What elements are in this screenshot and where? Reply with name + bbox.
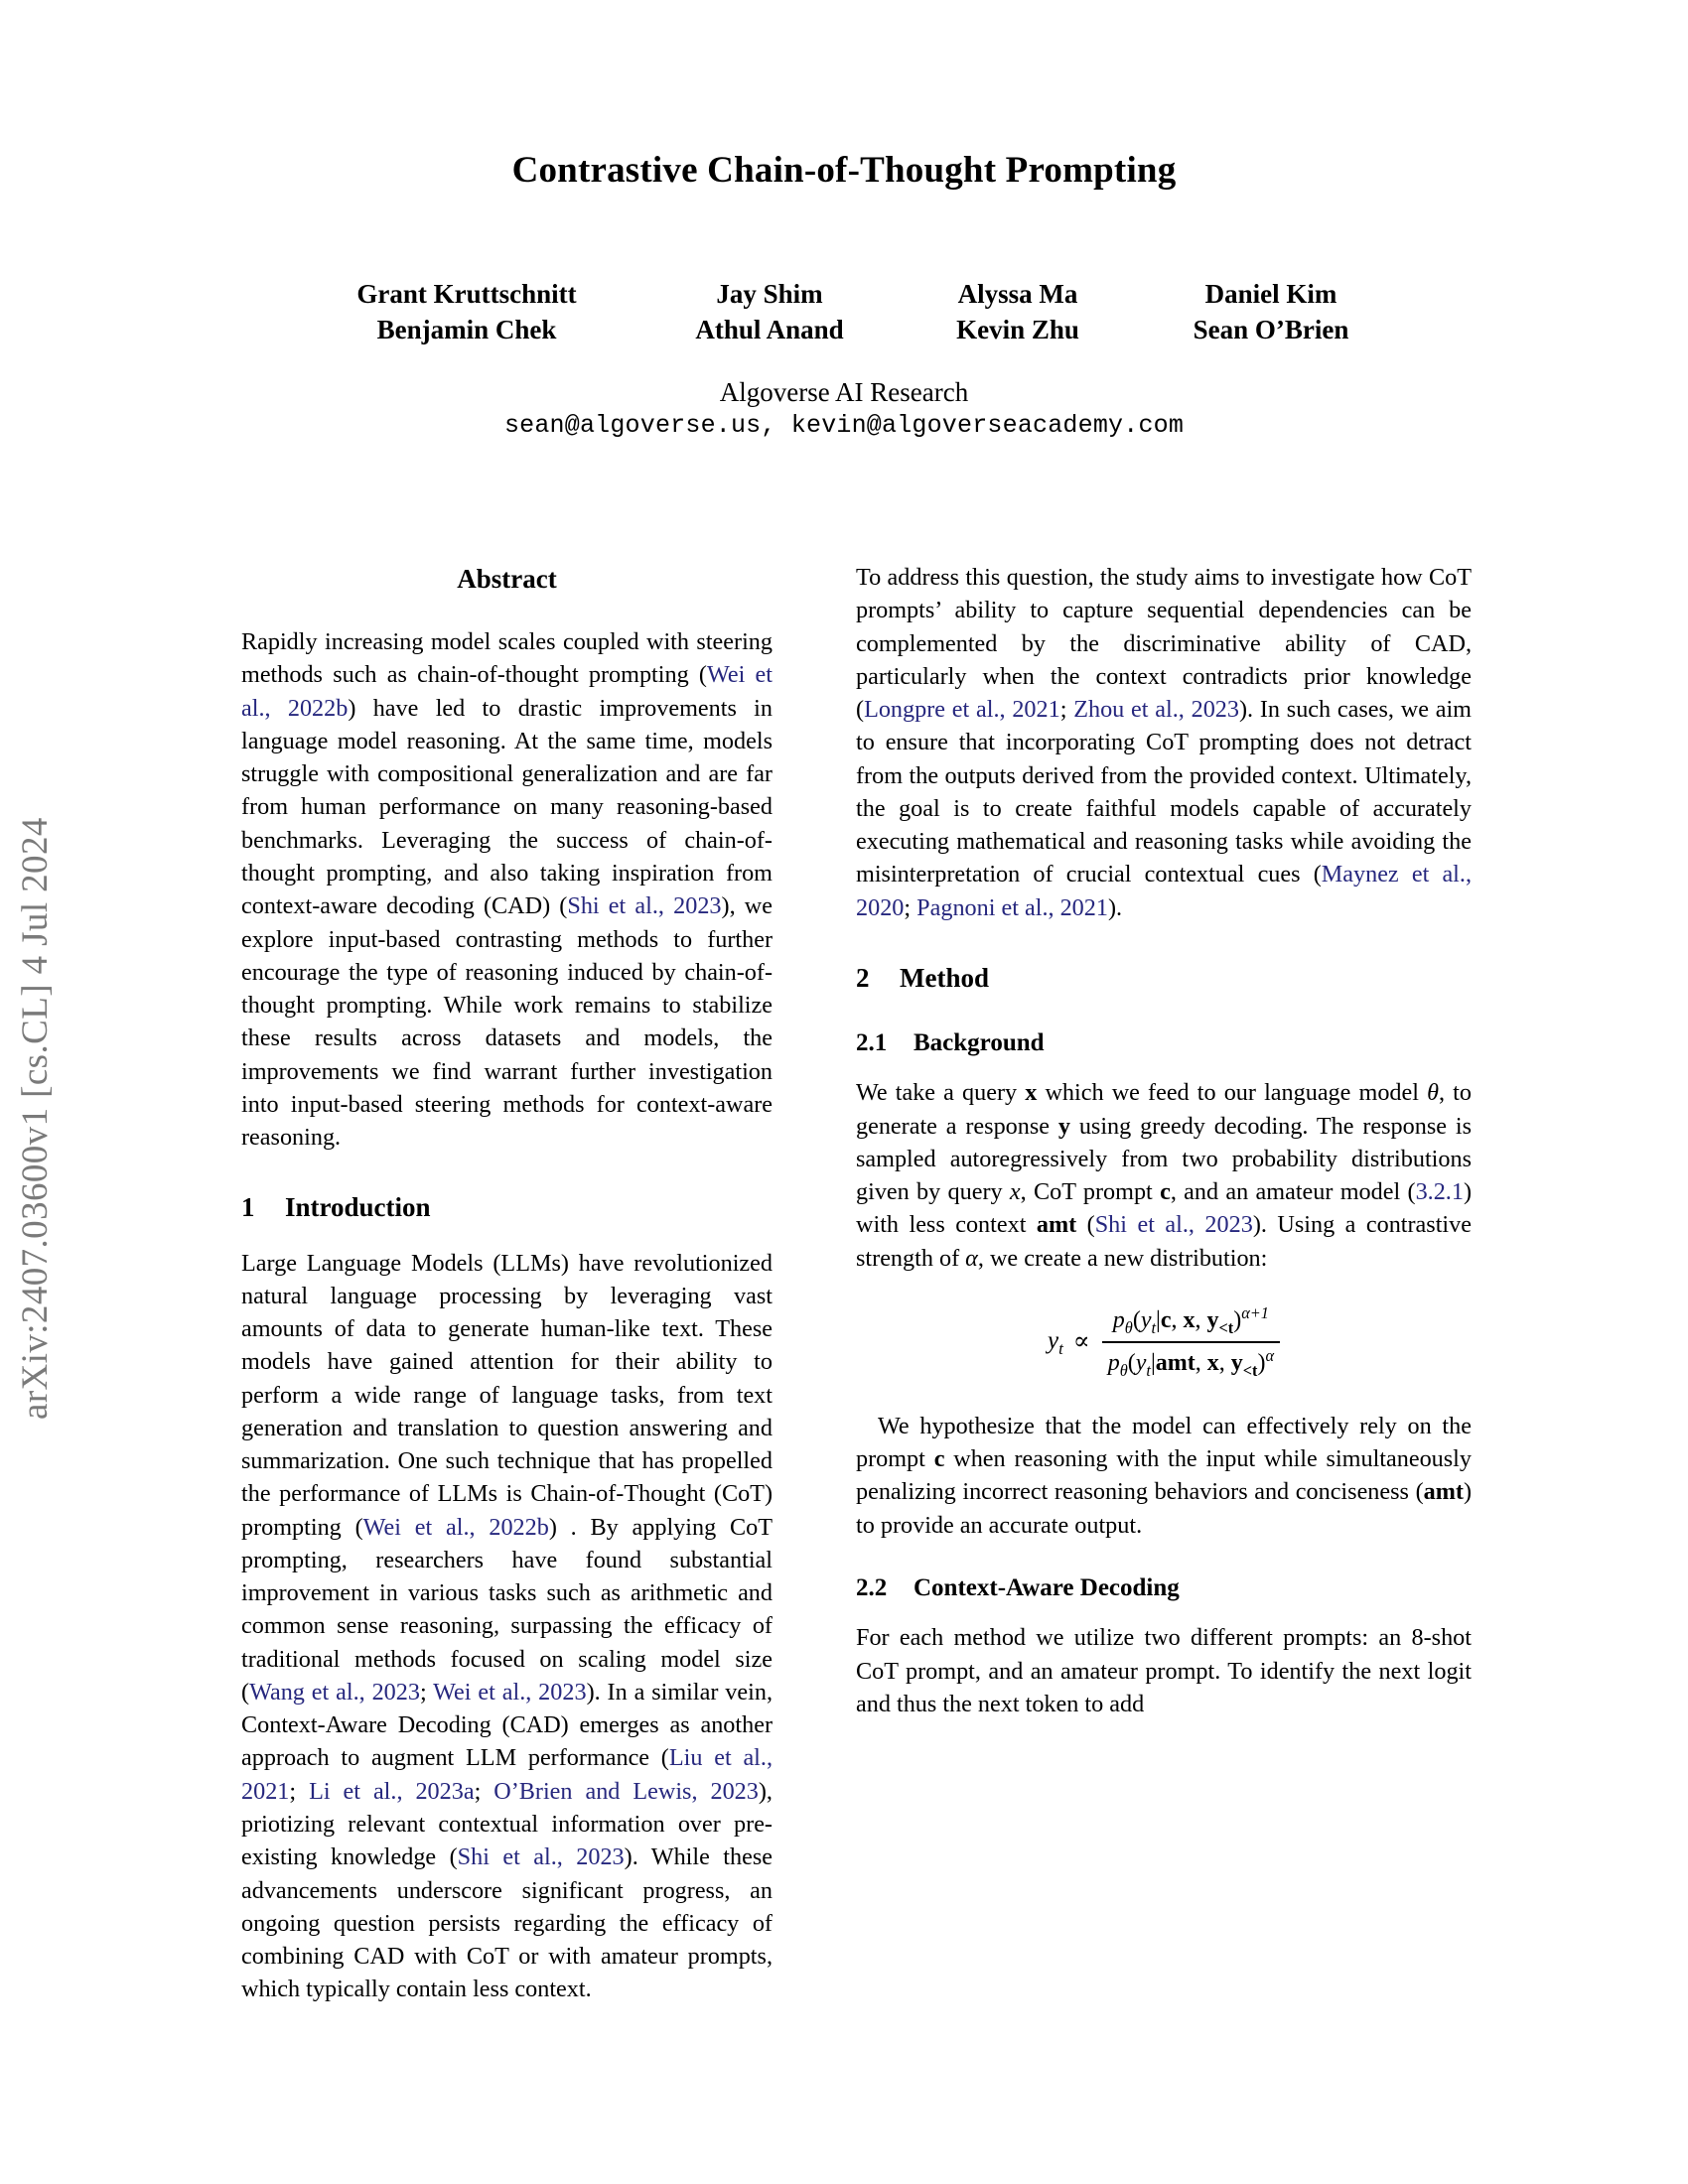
arxiv-stamp: [0, 367, 70, 1420]
citation-link[interactable]: Shi et al., 2023: [457, 1843, 625, 1871]
eq-num-comma1: ,: [1171, 1307, 1184, 1334]
math-symbol-x-italic: x: [1009, 1178, 1021, 1206]
math-symbol-y: y: [1057, 1112, 1070, 1140]
section-number: 1: [241, 1192, 255, 1223]
citation-link[interactable]: Liu et al., 2021: [241, 1744, 773, 1805]
citation-link[interactable]: Shi et al., 2023: [1094, 1211, 1253, 1239]
citation-link[interactable]: Maynez et al., 2020: [856, 861, 1472, 921]
title-block: [179, 149, 1509, 193]
eq-den-p: p: [1107, 1349, 1120, 1376]
bg-p1-f: , and an amateur model (: [1170, 1178, 1416, 1206]
page-title: Contrastive Chain-of-Thought Prompting: [511, 150, 1177, 191]
cite-separator: ;: [474, 1777, 494, 1805]
abstract-part-1: Rapidly increasing model scales coupled with steering methods such as chain-of-thought prompting (: [241, 628, 773, 689]
citation-link[interactable]: Wang et al., 2023: [249, 1678, 420, 1706]
subsection-title: Context-Aware Decoding: [914, 1574, 1180, 1602]
intro-p1-a: Large Language Models (LLMs) have revolutionized natural language processing by leveraging vast amounts of data to generate human-like text. These models have gained attention for their ability to perform a wide range of language tasks, from text generation and translation to question answering and summarization. One such technique that has propelled the performance of LLMs is Chain-of-Thought (CoT) prompting (: [241, 1249, 773, 1541]
eq-den-theta: θ: [1119, 1360, 1128, 1380]
citation-link[interactable]: Wei et al., 2022b: [241, 661, 773, 722]
eq-den-t: t: [1146, 1360, 1151, 1380]
bg-p1-d: using greedy decoding. The response is sampled autoregressively from two probability distributions given by query: [856, 1112, 1472, 1206]
subsection-heading-cad: [856, 1571, 1472, 1605]
bg-p1-i: ). Using a contrastive strength of: [856, 1211, 1472, 1272]
eq-num-c: c: [1160, 1307, 1172, 1334]
math-symbol-c: c: [1160, 1178, 1171, 1206]
abstract-part-2: ) have led to drastic improvements in language model reasoning. At the same time, models struggle with compositional generalization and are far from human performance on many reasoning-based benchmarks. Leveraging the success of chain-of-thought prompting, and also taking inspiration from context-aware decoding (CAD) (: [241, 694, 773, 920]
author-name: Jay Shim: [716, 279, 823, 309]
intro-paragraph-2: [856, 561, 1472, 924]
background-paragraph-1: [856, 1076, 1472, 1275]
eq-num-close: ): [1233, 1307, 1242, 1334]
math-symbol-x: x: [1025, 1079, 1038, 1107]
intro-paragraph-1: [241, 1247, 773, 2006]
eq-den-open: (: [1127, 1349, 1136, 1376]
author-name: Kevin Zhu: [956, 315, 1079, 345]
affiliation: Algoverse AI Research: [719, 377, 969, 407]
bg-p2-a: We hypothesize that the model can effectively rely on the prompt: [856, 1412, 1472, 1473]
math-symbol-theta: θ: [1427, 1079, 1439, 1107]
bg-p1-b: which we feed to our language model: [1037, 1079, 1428, 1107]
cite-separator: ;: [1059, 696, 1074, 724]
eq-den-amt: amt: [1155, 1349, 1196, 1376]
math-symbol-amt: amt: [1423, 1478, 1464, 1506]
equation-lhs-subscript: t: [1058, 1338, 1063, 1358]
section-heading-method: [856, 960, 1472, 997]
bg-p2-b: when reasoning with the input while simultaneously penalizing incorrect reasoning behaviors and conciseness (: [856, 1445, 1472, 1506]
eq-den-comma2: ,: [1218, 1349, 1231, 1376]
cross-reference-link[interactable]: 3.2.1: [1415, 1178, 1464, 1206]
eq-den-lt: <t: [1242, 1360, 1258, 1380]
eq-den-comma1: ,: [1195, 1349, 1207, 1376]
subsection-number: 2.2: [856, 1574, 888, 1602]
bg-p2-d: ) to provide an accurate output.: [856, 1478, 1472, 1539]
author-row: [179, 312, 1509, 347]
eq-num-lt: <t: [1218, 1317, 1234, 1337]
abstract-part-3: ), we explore input-based contrasting methods to further encourage the type of reasoning induced by chain-of-thought prompting. While work remains to stabilize these results across datasets and models, the improvements we find warrant further investigation into input-based steering methods for context-aware reasoning.: [241, 892, 774, 1152]
contact-emails[interactable]: sean@algoverse.us, kevin@algoverseacademy.com: [503, 411, 1185, 440]
equation-lhs-var: y: [1047, 1326, 1059, 1354]
equation-denominator: [1102, 1343, 1280, 1384]
author-name: Daniel Kim: [1204, 279, 1337, 309]
intro-p1-c: ). In a similar vein, Context-Aware Decoding (CAD) emerges as another approach to augment LLM performance (: [241, 1678, 773, 1772]
bg-p1-e: , CoT prompt: [1020, 1178, 1161, 1206]
subsection-title: Background: [914, 1029, 1045, 1057]
citation-link[interactable]: Shi et al., 2023: [567, 892, 722, 920]
section-title: Method: [900, 962, 989, 993]
author-name: Grant Kruttschnitt: [356, 279, 577, 309]
abstract-heading: Abstract: [457, 564, 557, 594]
equation-numerator: [1107, 1300, 1275, 1341]
bg-p1-j: , we create a new distribution:: [977, 1244, 1268, 1272]
eq-den-exp: α: [1265, 1345, 1275, 1365]
equation-fraction: [1102, 1300, 1280, 1384]
subsection-heading-background: [856, 1026, 1472, 1060]
citation-link[interactable]: Wei et al., 2022b: [362, 1513, 549, 1541]
abstract-text: [241, 625, 773, 1154]
author-row: [179, 276, 1509, 312]
intro-p1-d: ), priotizing relevant contextual information over pre-existing knowledge (: [241, 1777, 773, 1871]
eq-num-comma2: ,: [1195, 1307, 1207, 1334]
contrastive-decoding-equation: [856, 1300, 1472, 1384]
cite-separator: ;: [419, 1678, 434, 1706]
equation-operator: ∝: [1072, 1327, 1090, 1355]
cite-separator: ;: [289, 1777, 310, 1805]
citation-link[interactable]: Zhou et al., 2023: [1073, 696, 1239, 724]
eq-den-bar: |: [1150, 1349, 1156, 1376]
eq-num-bar: |: [1156, 1307, 1161, 1334]
bg-p1-c: , to generate a response: [856, 1079, 1472, 1140]
section-title: Introduction: [285, 1192, 431, 1223]
left-column: [241, 561, 773, 2006]
section-heading-introduction: [241, 1189, 773, 1226]
intro-p2-b: ). In such cases, we aim to ensure that incorporating CoT prompting does not detract from the outputs derived from the provided context. Ultimately, the goal is to create faithful models capable of accurately executing mathematical and reasoning tasks while avoiding the misinterpretation of crucial contextual cues (: [856, 696, 1472, 888]
eq-num-open: (: [1132, 1307, 1141, 1334]
citation-link[interactable]: Wei et al., 2023: [433, 1678, 587, 1706]
eq-num-ybold: y: [1206, 1307, 1219, 1334]
eq-num-exp: α+1: [1241, 1303, 1269, 1323]
background-paragraph-2: [856, 1410, 1472, 1542]
section-number: 2: [856, 962, 870, 993]
subsection-number: 2.1: [856, 1029, 888, 1057]
math-symbol-alpha: α: [965, 1244, 978, 1272]
author-name: Alyssa Ma: [957, 279, 1078, 309]
citation-link[interactable]: Li et al., 2023a: [309, 1777, 475, 1805]
citation-link[interactable]: O’Brien and Lewis, 2023: [493, 1777, 759, 1805]
eq-num-theta: θ: [1124, 1317, 1133, 1337]
author-name: Benjamin Chek: [376, 315, 557, 345]
intro-p2-a: To address this question, the study aims to investigate how CoT prompts’ ability to capture sequential dependencies can be complemented by the discriminative ability of CAD, particularly when the context contradicts prior knowledge (: [856, 564, 1472, 724]
math-symbol-c: c: [933, 1445, 945, 1473]
eq-num-t: t: [1151, 1317, 1157, 1337]
eq-den-x: x: [1206, 1349, 1219, 1376]
eq-num-x: x: [1183, 1307, 1196, 1334]
cad-paragraph-1: For each method we utilize two different prompts: an 8-shot CoT prompt, and an amateur prompt. To identify the next logit and thus the next token to add: [856, 1624, 1472, 1717]
eq-den-ybold: y: [1230, 1349, 1243, 1376]
cite-separator: ;: [904, 893, 917, 921]
eq-den-close: ): [1257, 1349, 1266, 1376]
author-name: Sean O’Brien: [1193, 315, 1349, 345]
eq-num-p: p: [1112, 1307, 1125, 1334]
math-symbol-amt: amt: [1036, 1211, 1077, 1239]
author-block: [179, 276, 1509, 348]
bg-p1-g: ) with less context: [856, 1178, 1472, 1239]
citation-link[interactable]: Pagnoni et al., 2021: [916, 893, 1108, 921]
citation-link[interactable]: Longpre et al., 2021: [864, 696, 1060, 724]
equation-lhs: [1048, 1324, 1063, 1360]
eq-num-y: y: [1140, 1307, 1152, 1334]
right-column: [856, 561, 1472, 1720]
intro-p2-c: ).: [1107, 893, 1123, 921]
eq-den-y: y: [1135, 1349, 1147, 1376]
bg-p1-h: (: [1076, 1211, 1095, 1239]
author-name: Athul Anand: [695, 315, 844, 345]
bg-p1-a: We take a query: [856, 1079, 1026, 1107]
intro-p1-b: ) . By applying CoT prompting, researchers have found substantial improvement in various tasks such as arithmetic and common sense reasoning, surpassing the efficacy of traditional methods focused on scaling model size (: [241, 1513, 773, 1706]
arxiv-stamp-text: arXiv:2407.03600v1 [cs.CL] 4 Jul 2024: [14, 817, 56, 1420]
intro-p1-e: ). While these advancements underscore significant progress, an ongoing question persists regarding the efficacy of combining CAD with CoT or with amateur prompts, which typically contain less context.: [241, 1843, 773, 2003]
